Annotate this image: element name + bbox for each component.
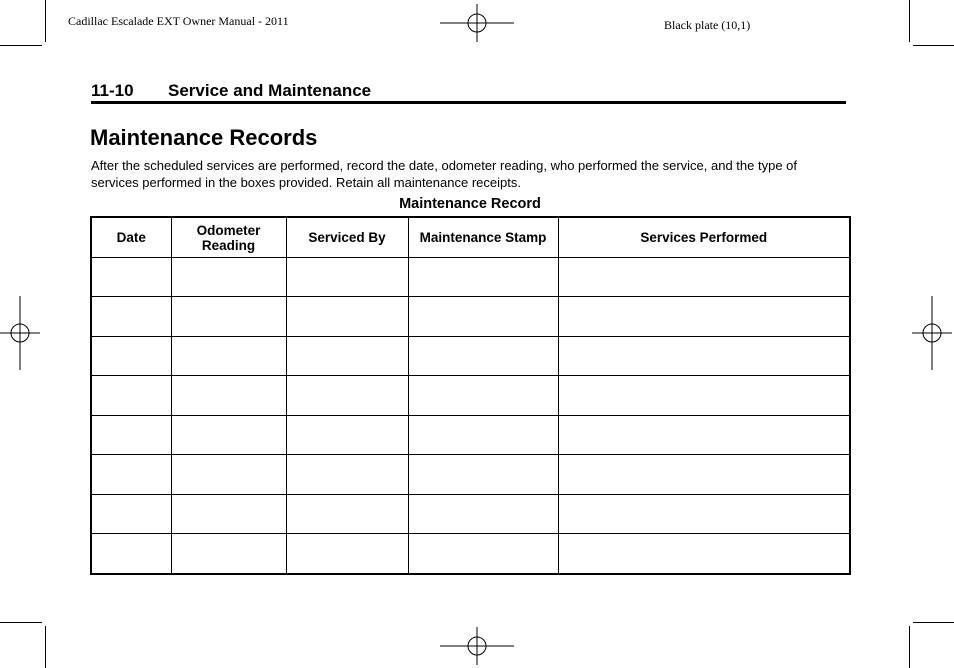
date-cell[interactable]	[91, 376, 171, 415]
table-row	[91, 258, 850, 297]
serviced-by-cell[interactable]	[286, 376, 408, 415]
intro-paragraph: After the scheduled services are performed, record the date, odometer reading, who performed the service, and the type of services performed in the boxes provided. Retain all maintenance receipts.	[91, 158, 797, 190]
serviced-by-cell[interactable]	[286, 258, 408, 297]
maintenance-stamp-cell[interactable]	[408, 455, 558, 494]
services-performed-cell[interactable]	[558, 455, 850, 494]
date-cell[interactable]	[91, 336, 171, 375]
maintenance-record-table	[90, 216, 851, 575]
document-title: Cadillac Escalade EXT Owner Manual - 2011	[68, 14, 289, 28]
table-row	[91, 455, 850, 494]
crop-mark	[913, 45, 954, 46]
page-title: Maintenance Records	[90, 125, 318, 150]
serviced-by-cell[interactable]	[286, 455, 408, 494]
maintenance-stamp-cell[interactable]	[408, 494, 558, 533]
section-name: Service and Maintenance	[168, 81, 372, 100]
maintenance-stamp-cell[interactable]	[408, 258, 558, 297]
maintenance-stamp-cell[interactable]	[408, 297, 558, 336]
crop-mark	[913, 622, 954, 623]
maintenance-stamp-cell[interactable]	[408, 376, 558, 415]
date-cell[interactable]	[91, 534, 171, 574]
date-cell[interactable]	[91, 297, 171, 336]
column-header-serviced-by: Serviced By	[286, 217, 408, 258]
crop-mark	[909, 0, 910, 42]
services-performed-cell[interactable]	[558, 297, 850, 336]
services-performed-cell[interactable]	[558, 494, 850, 533]
maintenance-stamp-cell[interactable]	[408, 415, 558, 454]
services-performed-cell[interactable]	[558, 376, 850, 415]
table-row	[91, 415, 850, 454]
odometer-cell[interactable]	[171, 376, 286, 415]
registration-mark-icon	[0, 296, 40, 370]
column-header-date: Date	[91, 217, 171, 258]
services-performed-cell[interactable]	[558, 258, 850, 297]
serviced-by-cell[interactable]	[286, 534, 408, 574]
table-row	[91, 494, 850, 533]
table-row	[91, 297, 850, 336]
date-cell[interactable]	[91, 415, 171, 454]
column-header-maintenance-stamp: Maintenance Stamp	[408, 217, 558, 258]
plate-label: Black plate (10,1)	[664, 18, 751, 32]
table-row	[91, 376, 850, 415]
odometer-cell[interactable]	[171, 336, 286, 375]
date-cell[interactable]	[91, 258, 171, 297]
column-header-odometer	[171, 217, 286, 258]
crop-mark	[909, 626, 910, 668]
table-header-row	[91, 217, 850, 258]
date-cell[interactable]	[91, 494, 171, 533]
table-body	[91, 258, 850, 575]
odometer-cell[interactable]	[171, 297, 286, 336]
serviced-by-cell[interactable]	[286, 494, 408, 533]
section-heading	[91, 81, 371, 101]
services-performed-cell[interactable]	[558, 336, 850, 375]
odometer-cell[interactable]	[171, 258, 286, 297]
serviced-by-cell[interactable]	[286, 415, 408, 454]
section-divider	[91, 101, 846, 104]
odometer-cell[interactable]	[171, 415, 286, 454]
column-header-odometer-label: Odometer Reading	[196, 222, 261, 253]
services-performed-cell[interactable]	[558, 415, 850, 454]
column-header-services-performed: Services Performed	[558, 217, 850, 258]
table-row	[91, 534, 850, 574]
table-caption: Maintenance Record	[399, 196, 541, 212]
section-number: 11-10	[91, 81, 134, 100]
maintenance-stamp-cell[interactable]	[408, 336, 558, 375]
serviced-by-cell[interactable]	[286, 297, 408, 336]
crop-mark	[45, 0, 46, 42]
registration-mark-icon	[440, 627, 514, 665]
crop-mark	[0, 622, 42, 623]
registration-mark-icon	[440, 4, 514, 42]
odometer-cell[interactable]	[171, 534, 286, 574]
odometer-cell[interactable]	[171, 455, 286, 494]
crop-mark	[45, 626, 46, 668]
crop-mark	[0, 45, 42, 46]
table-row	[91, 336, 850, 375]
registration-mark-icon	[912, 296, 952, 370]
services-performed-cell[interactable]	[558, 534, 850, 574]
date-cell[interactable]	[91, 455, 171, 494]
maintenance-stamp-cell[interactable]	[408, 534, 558, 574]
serviced-by-cell[interactable]	[286, 336, 408, 375]
odometer-cell[interactable]	[171, 494, 286, 533]
